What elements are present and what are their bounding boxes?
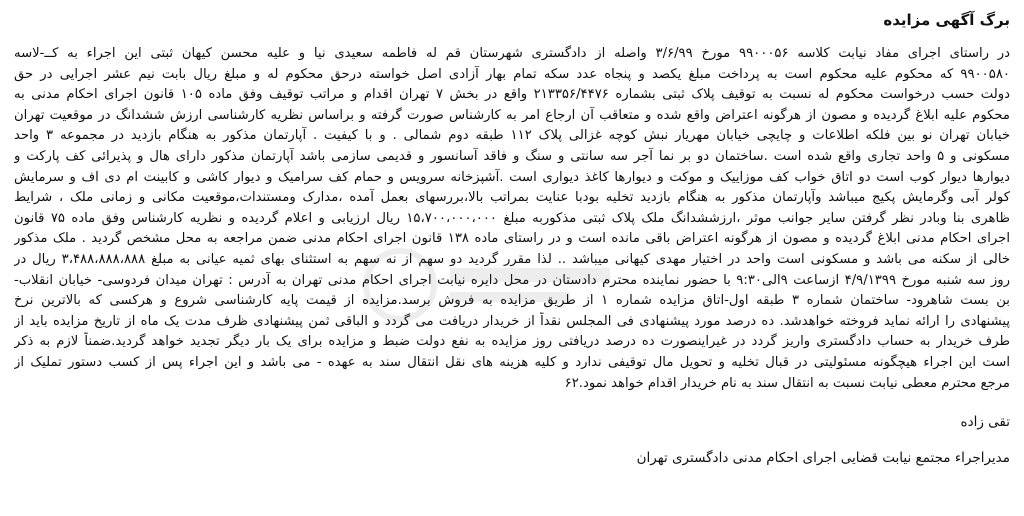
notice-line: ۹۹۰۰۵۸۰ که محکوم علیه محکوم است به پرداخت مبلغ یکصد و پنجاه عدد سکه تمام بهار آزادی اصل خواسته درحق محکوم له و مبلغ ریال بابت نیم عشر اجرایی در حق <box>14 66 1010 82</box>
notice-line: ظاهری بنا وبادر نظر گرفتن سایر جوانب موثر ،ارزششدانگ ملک پلاک ثبتی مذکوربه مبلغ ۱۵،۷۰۰،۰۰۰،۰۰۰ ریال ارزیابی و اعلام گردیده و نظریه کارشناس وفق ماده ۷۵ قانون <box>14 210 1010 226</box>
notice-line: کولر آبی وگرمایش پکیج میباشد وآپارتمان مذکور به هنگام بازدید تخلیه بودبا عنایت بمراتب بالا،بررسهای بعمل آمده ،مدارک ومستندات،موقعیت مکانی و زمانی ملک ، شرایط <box>14 190 1010 206</box>
notice-line: محکوم علیه ابلاغ گردیده و مصون از هرگونه اعتراض واقع شده و متعاقب آن ارجاع امر به کارشناس صورت گرفته و براساس نظریه کارشناسی ارزش ششدانگ در موقعیت تهران <box>14 107 1010 123</box>
notice-line: دولت حسب درخواست محکوم له نسبت به توقیف پلاک ثبتی بشماره ۲۱۳۳۵۶/۴۴۷۶ واقع در بخش ۷ تهران اقدام و مراتب توقیف وفق ماده ۱۰۵ قانون اجرای احکام مدنی به <box>14 87 1010 103</box>
notice-body <box>14 44 1010 394</box>
notice-line: روز سه شنبه مورخ ۴/۹/۱۳۹۹ ازساعت ۹الی۹:۳۰ با حضور نماینده محترم دادستان در محل دایره نیابت اجرای احکام مدنی تهران به آدرس : تهران میدان فردوسی- خیابان انقلاب- <box>14 272 1010 288</box>
notice-line: مرجع محترم معطی نیابت نسبت به انتقال سند به نام خریدار اقدام خواهد نمود.۶۲ <box>564 375 1010 391</box>
notice-title: برگ آگهی مزایده <box>883 11 1010 29</box>
notice-line: مسکونی و ۵ واحد تجاری واقع شده است .ساختمان دو بر نما آجر سه سانتی و سنگ و فاقد آسانسور و قدیمی سازمی باشد آپارتمان مذکور دارای هال و پذیرائی کف پارکت و <box>14 148 1010 164</box>
issuing-organization: مدیراجراء مجتمع نیابت قضایی اجرای احکام مدنی دادگستری تهران <box>636 450 1010 467</box>
notice-line: در راستای اجرای مفاد نیابت کلاسه ۹۹۰۰۰۵۶ مورخ ۳/۶/۹۹ واصله از دادگستری شهرستان قم له فاطمه سعیدی نیا و علیه محسن کیهان ثبتی این اجراء به کــ-لاسه <box>14 46 1010 61</box>
notice-line: خیابان تهران نو بین فلکه اطلاعات و چایچی خیابان مهریار نبش کوچه غزالی پلاک ۱۱۲ طبقه دوم شمالی . و با کیفیت . آپارتمان مذکور به هنگام بازدید در مجموعه ۳ واحد <box>14 128 1010 144</box>
notice-line: پیشنهادی را ارائه نماید فروخته خواهدشد. ده درصد مورد پیشنهادی فی المجلس نقداً از خریدار دریافت می گردد و الباقی ثمن پیشنهادی ظرف مدت یک ماه از تاریخ مزایده باید از <box>14 313 1010 329</box>
notice-line: است این اجراء هیچگونه مسئولیتی در قبال تخلیه و تحویل مال توقیفی ندارد و کلیه هزینه های نقل انتقال سند به عهده - می باشد و این اجراء پس از کسب دستور تملیک از <box>14 354 1010 370</box>
signer-name: تقی زاده <box>960 414 1010 431</box>
notice-line: بن بست شاهرود- ساختمان شماره ۳ طبقه اول-اتاق مزایده شماره ۱ از طریق مزایده به فروش برسد.مزایده از قیمت پایه کارشناسی شروع و هرکسی که بالاترین نرخ <box>14 293 1010 309</box>
notice-line: اجرای احکام مدنی ابلاغ گردیده و مصون از هرگونه اعتراض باقی مانده است و در راستای ماده ۱۳۸ قانون اجرای احکام مدنی ضمن مراجعه به محل مشخص گردید . ملک مذکور <box>14 231 1010 247</box>
notice-line: طرف خریدار به حساب دادگستری واریز گردد در غیراینصورت ده درصد دریافتی روز مزایده به نفع دولت ضبط و مزایده برای یک بار دیگر تجدید خواهد گردید.ضمناً لازم به ذکر <box>14 334 1010 350</box>
notice-line: دیوارها دیوار کوب است دو اتاق خواب کف موزاییک و موکت و دیوارها کاغذ دیواری است .آشپزخانه سرویس و حمام کف سرامیک و دیوار کاشی و کابینت ام دی اف و سرمایش <box>14 169 1010 185</box>
notice-line: خالی از سکنه می باشد و مسکونی است واحد در اختیار مهدی کیهانی میباشد .. لذا مقرر گردید دو سهم از نه سهم به استثنای بهای ثمیه عیانی به مبلغ ۳،۴۸۸،۸۸۸،۸۸۸ ریال در <box>14 251 1010 267</box>
